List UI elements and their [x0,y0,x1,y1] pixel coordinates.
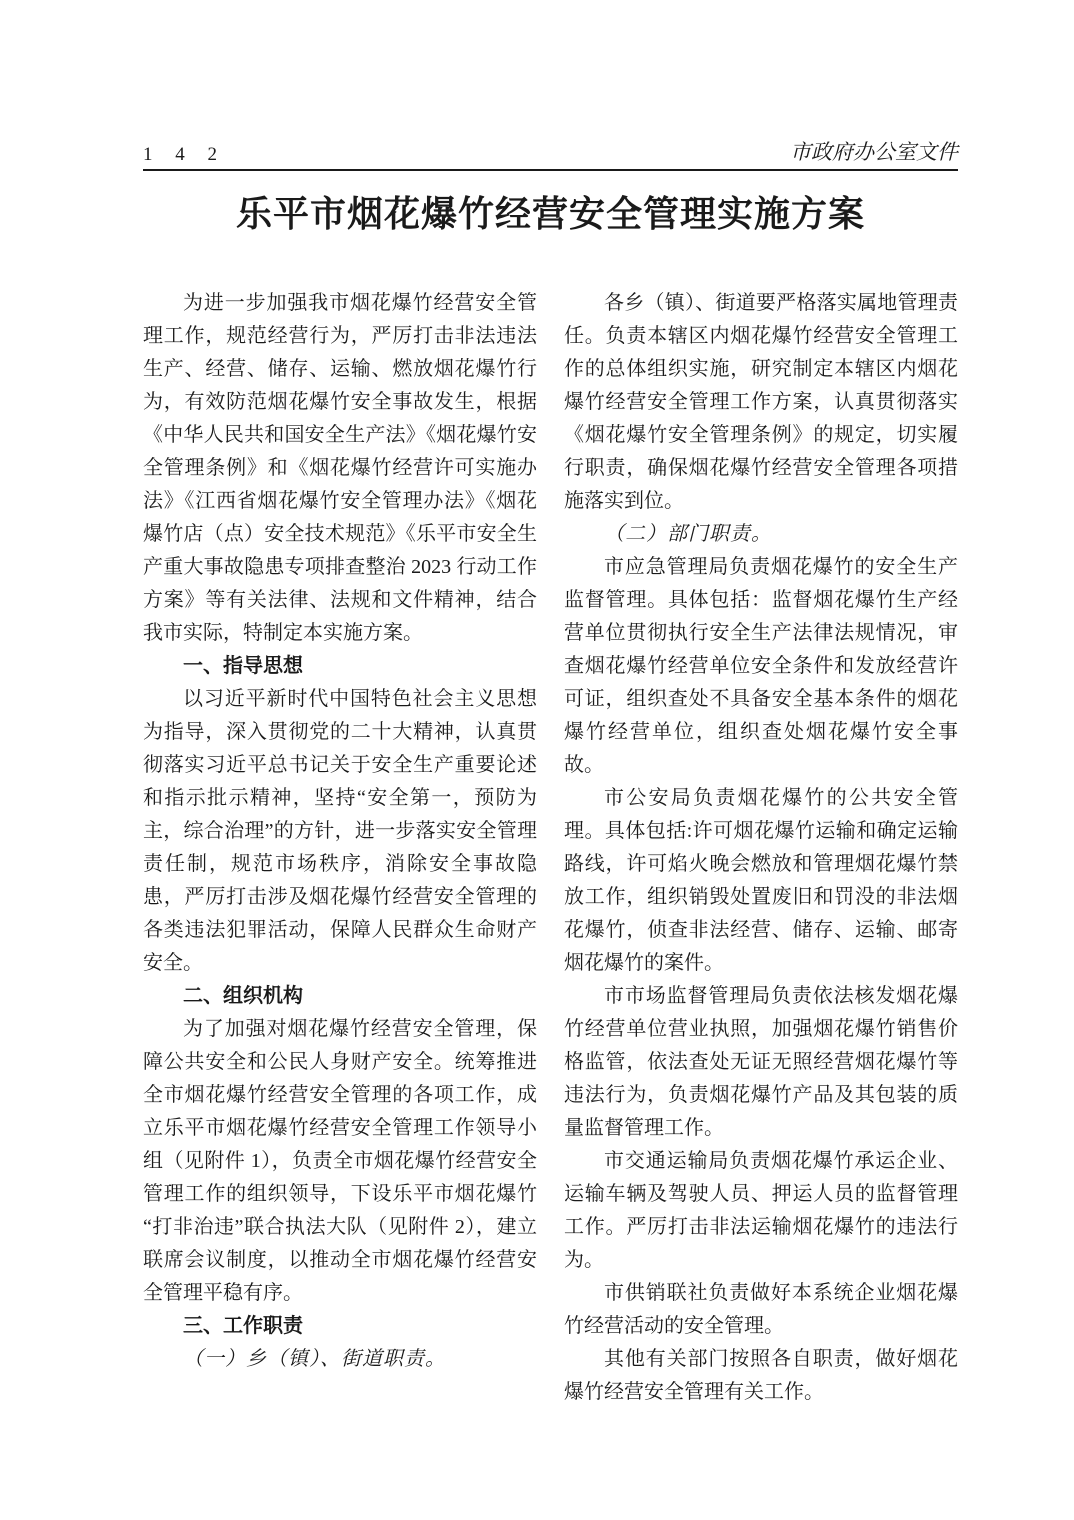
paragraph: 各乡（镇）、街道要严格落实属地管理责任。负责本辖区内烟花爆竹经营安全管理工作的总体组织实施，研究制定本辖区内烟花爆竹经营安全管理工作方案，认真贯彻落实《烟花爆竹安全管理条例》的规定，切实履行职责，确保烟花爆竹经营安全管理各项措施落实到位。 [564,292,958,512]
sub-heading: （一）乡（镇）、街道职责。 [183,1348,446,1370]
page-header [143,140,958,166]
paragraph: 市应急管理局负责烟花爆竹的安全生产监督管理。具体包括：监督烟花爆竹生产经营单位贯彻执行安全生产法律法规情况，审查烟花爆竹经营单位安全条件和发放经营许可证，组织查处不具备安全基本条件的烟花爆竹经营单位，组织查处烟花爆竹安全事故。 [564,556,958,776]
section-heading: 二、组织机构 [183,985,303,1007]
sub-heading: （二）部门职责。 [604,523,772,545]
section-heading: 一、指导思想 [183,655,303,677]
page-number: 1 4 2 [143,144,226,165]
left-column [143,287,537,1409]
header-doc-label: 市政府办公室文件 [790,140,958,164]
document-title: 乐平市烟花爆竹经营安全管理实施方案 [235,193,865,234]
paragraph: 以习近平新时代中国特色社会主义思想为指导，深入贯彻党的二十大精神，认真贯彻落实习近平总书记关于安全生产重要论述和指示批示精神，坚持“安全第一，预防为主，综合治理”的方针，进一步落实安全管理责任制，规范市场秩序，消除安全事故隐患，严厉打击涉及烟花爆竹经营安全管理的各类违法犯罪活动，保障人民群众生命财产安全。 [143,688,537,974]
paragraph: 为了加强对烟花爆竹经营安全管理，保障公共安全和公民人身财产安全。统筹推进全市烟花爆竹经营安全管理的各项工作，成立乐平市烟花爆竹经营安全管理工作领导小组（见附件 1），负责全市烟花爆竹经营安全管理工作的组织领导，下设乐平市烟花爆竹“打非治违”联合执法大队（见附件 2），建立联席会议制度，以推动全市烟花爆竹经营安全管理平稳有序。 [143,1018,537,1304]
paragraph: 为进一步加强我市烟花爆竹经营安全管理工作，规范经营行为，严厉打击非法违法生产、经营、储存、运输、燃放烟花爆竹行为，有效防范烟花爆竹安全事故发生，根据《中华人民共和国安全生产法》《烟花爆竹安全管理条例》和《烟花爆竹经营许可实施办法》《江西省烟花爆竹安全管理办法》《烟花爆竹店（点）安全技术规范》《乐平市安全生产重大事故隐患专项排查整治 2023 行动工作方案》等有关法律、法规和文件精神，结合我市实际，特制定本实施方案。 [143,292,537,644]
right-column [564,287,958,1409]
paragraph: 市市场监督管理局负责依法核发烟花爆竹经营单位营业执照，加强烟花爆竹销售价格监管，依法查处无证无照经营烟花爆竹等违法行为，负责烟花爆竹产品及其包装的质量监督管理工作。 [564,985,958,1139]
paragraph: 市公安局负责烟花爆竹的公共安全管理。具体包括:许可烟花爆竹运输和确定运输路线，许可焰火晚会燃放和管理烟花爆竹禁放工作，组织销毁处置废旧和罚没的非法烟花爆竹，侦查非法经营、储存、运输、邮寄烟花爆竹的案件。 [564,787,958,974]
paragraph: 市供销联社负责做好本系统企业烟花爆竹经营活动的安全管理。 [564,1282,958,1337]
paragraph: 其他有关部门按照各自职责，做好烟花爆竹经营安全管理有关工作。 [564,1348,958,1403]
text-columns [143,287,958,1409]
paragraph: 市交通运输局负责烟花爆竹承运企业、运输车辆及驾驶人员、押运人员的监督管理工作。严厉打击非法运输烟花爆竹的违法行为。 [564,1150,958,1271]
header-rule [143,169,958,171]
section-heading: 三、工作职责 [183,1315,303,1337]
